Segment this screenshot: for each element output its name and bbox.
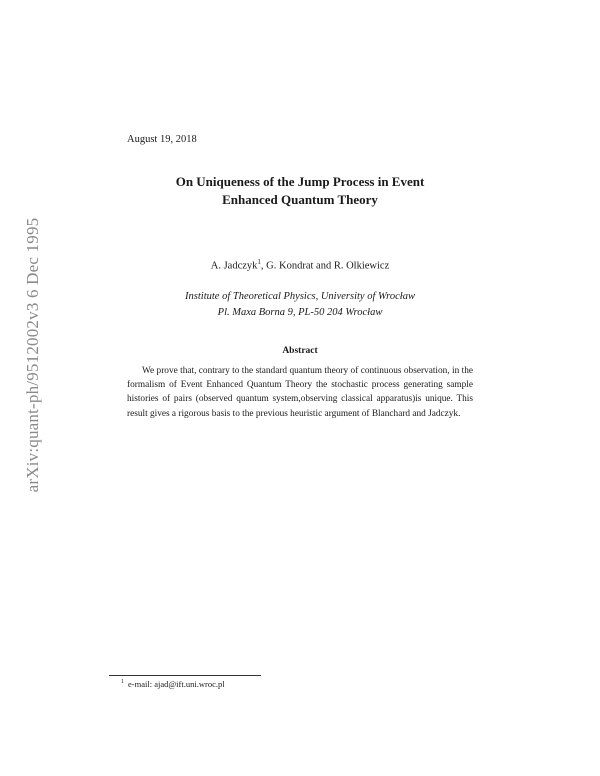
affiliation-institute: Institute of Theoretical Physics, University of Wrocław — [185, 291, 415, 302]
arxiv-identifier-stamp: arXiv:quant-ph/9512002v3 6 Dec 1995 — [23, 217, 42, 493]
author-list — [150, 258, 450, 272]
author-first: A. Jadczyk — [210, 260, 258, 272]
affiliation-address: Pl. Maxa Borna 9, PL-50 204 Wrocław — [217, 307, 383, 318]
footnote-mark: 1 — [121, 679, 124, 686]
affiliation — [130, 289, 470, 321]
author-footnote-mark: 1 — [257, 258, 261, 266]
footnote-email: e-mail: ajad@ift.uni.wroc.pl — [128, 679, 225, 689]
paper-title — [140, 173, 460, 209]
abstract-body: We prove that, contrary to the standard quantum theory of continuous observation, in the formalism of Event Enhanced Quantum Theory the stochastic process generating sample histories of pairs (observed quantum system,observing classical apparatus)is unique. This result gives a rigorous basis to the previous heuristic argument of Blanchard and Jadczyk. — [127, 366, 473, 419]
author-rest: , G. Kondrat and R. Olkiewicz — [260, 260, 390, 272]
paper-date: August 19, 2018 — [127, 134, 197, 145]
abstract-heading: Abstract — [282, 346, 318, 356]
title-line-1: On Uniqueness of the Jump Process in Event — [175, 174, 425, 189]
title-line-2: Enhanced Quantum Theory — [222, 192, 378, 207]
footnote-divider — [109, 675, 261, 676]
footnote — [121, 679, 225, 689]
